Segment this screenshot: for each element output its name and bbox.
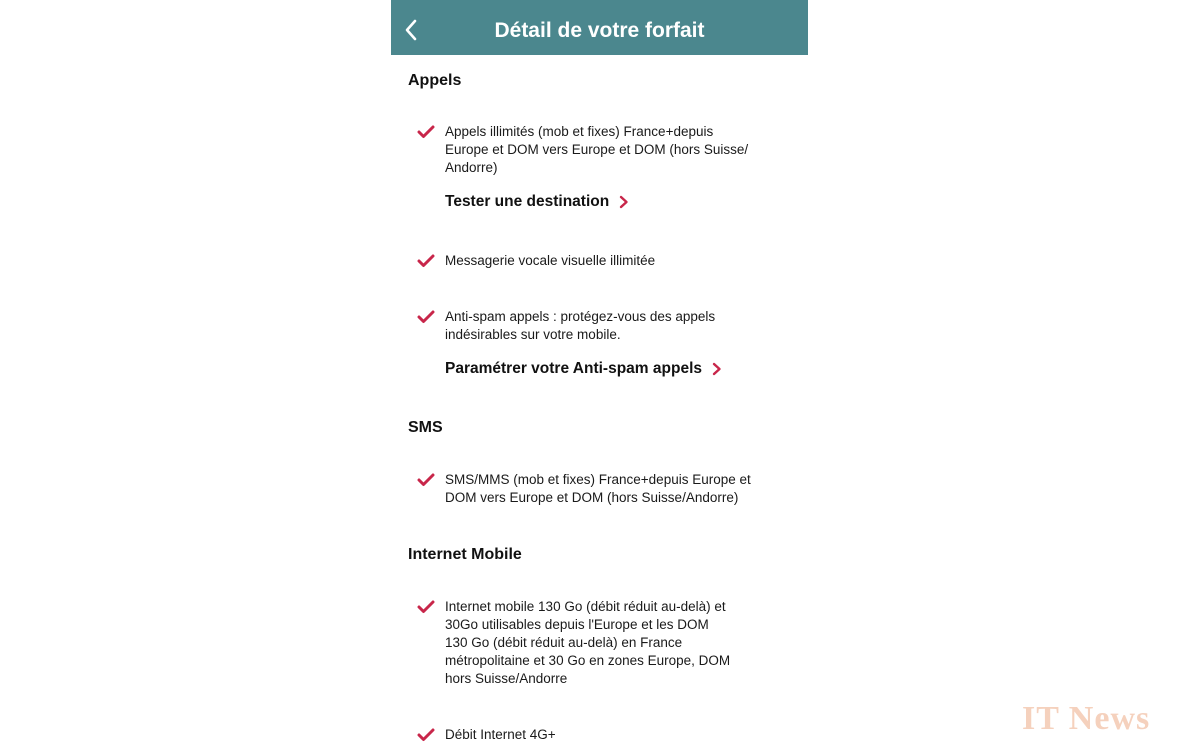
feature-4g-plus: Débit Internet 4G+	[445, 727, 556, 742]
antispam-settings-link[interactable]	[445, 358, 722, 380]
test-destination-link[interactable]	[445, 191, 629, 213]
top-app-bar	[391, 0, 808, 55]
watermark-logo: IT News	[1022, 700, 1151, 737]
feature-unlimited-calls: Appels illimités (mob et fixes) France+depuis Europe et DOM vers Europe et DOM (hors Suisse/ Andorre)	[445, 124, 749, 175]
check-icon	[417, 254, 435, 268]
feature-anti-spam: Anti-spam appels : protégez-vous des appels indésirables sur votre mobile.	[445, 309, 716, 342]
check-icon	[417, 310, 435, 324]
check-icon	[417, 125, 435, 139]
section-title-internet: Internet Mobile	[408, 546, 522, 563]
check-icon	[417, 473, 435, 487]
antispam-settings-label: Paramétrer votre Anti-spam appels	[445, 360, 702, 377]
test-destination-label: Tester une destination	[445, 193, 610, 210]
chevron-right-icon	[619, 195, 629, 209]
section-title-sms: SMS	[408, 419, 443, 436]
feature-mobile-data: Internet mobile 130 Go (débit réduit au-delà) et 30Go utilisables depuis l'Europe et les DOM 130 Go (débit réduit au-delà) en France métropolitaine et 30 Go en zones Europe, DOM hors Suisse/Andorre	[445, 599, 731, 686]
feature-sms-mms: SMS/MMS (mob et fixes) France+depuis Europe et DOM vers Europe et DOM (hors Suisse/Andorre)	[445, 472, 751, 505]
section-title-calls: Appels	[408, 72, 462, 89]
feature-visual-voicemail: Messagerie vocale visuelle illimitée	[445, 253, 656, 268]
check-icon	[417, 728, 435, 742]
chevron-right-icon	[712, 362, 722, 376]
page-title: Détail de votre forfait	[494, 19, 705, 42]
check-icon	[417, 600, 435, 614]
plan-detail-screen	[391, 0, 808, 750]
